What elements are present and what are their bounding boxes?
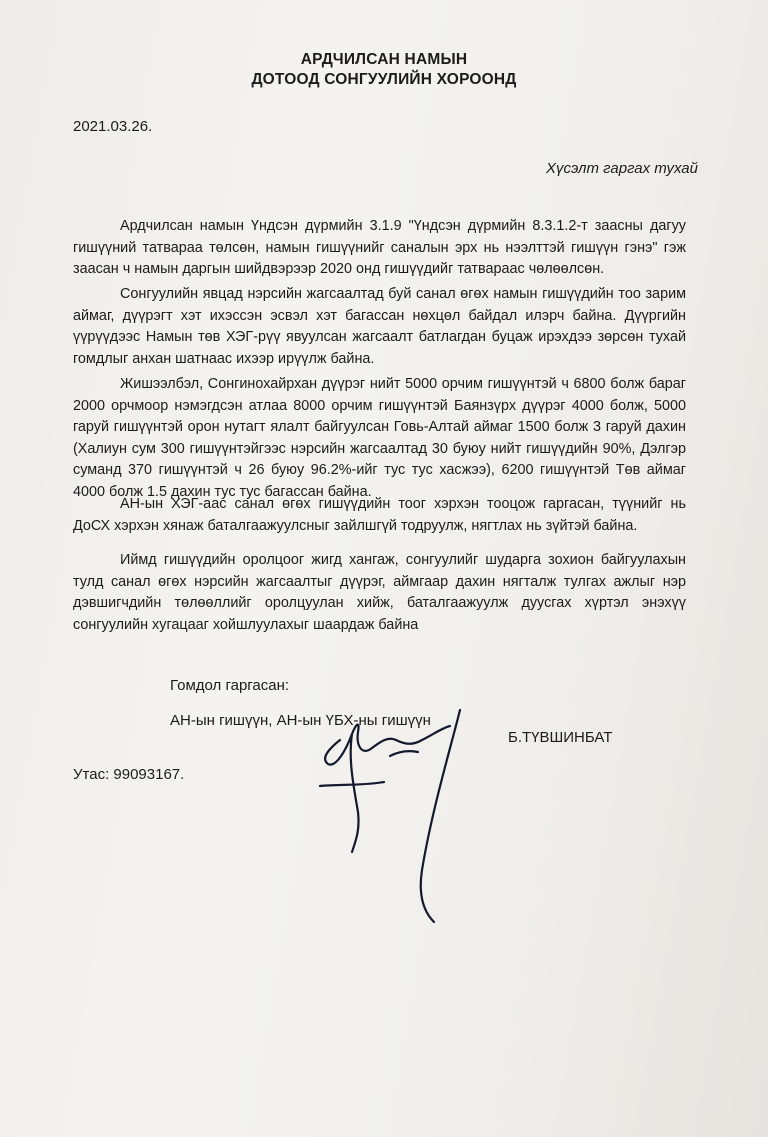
signer-name: Б.ТҮВШИНБАТ: [508, 729, 613, 746]
paragraph-5: Иймд гишүүдийн оролцоог жигд хангаж, сонгуулийг шударга зохион байгуулахын тулд санал өгөх нэрсийн жагсаалтыг дүүрэг, аймгаар дахин нягталж тулгах ажлыг нэр дэвшигчдийн төлөөллийг оролцуулан хийж, баталгаажуулж дуусгах хүртэл энэхүү сонгуулийн хугацааг хойшлуулахыг шаардаж байна: [73, 552, 686, 633]
paragraph-3: Жишээлбэл, Сонгинохайрхан дүүрэг нийт 5000 орчим гишүүнтэй ч 6800 болж бараг 2000 орчмоор нэмэгдсэн атлаа 8000 орчим гишүүнтэй Баянзүрх дүүрэг 4000 болж, 5000 гаруй гишүүнтэй орон нутагт ялалт байгуулсан Говь-Алтай аймаг 1500 болж 3 гаруй дахин (Халиун сум 300 гишүүнтэйгээс нэрсийн жагсаалтад 30 буюу нийт гишүүдийн 90%, Дэлгэр суманд 370 гишүүнтэй ч 26 буюу 96.2%-ийг тус тус хасжээ), 6200 гишүүнтэй Төв аймаг 4000 болж 1.5 дахин тус тус багассан байна.: [73, 376, 686, 500]
header-line-1: АРДЧИЛСАН НАМЫН: [300, 51, 468, 68]
document-date: 2021.03.26.: [73, 118, 153, 135]
paragraph-2: Сонгуулийн явцад нэрсийн жагсаалтад буй санал өгөх намын гишүүдийн тоо зарим аймаг, дүүрэгт хэт ихэссэн эсвэл хэт багассан нөхцөл байдал илэрч байна. Дүүргийн үүрүүдээс Намын төв ХЭГ-рүү явуулсан жагсаалт батлагдан буцаж ирэхдээ зөрсөн тухай гомдлыг анхан шатнаас ихээр ирүүлж байна.: [73, 286, 686, 367]
handwritten-signature: [300, 690, 500, 930]
paragraph-1: Ардчилсан намын Үндсэн дүрмийн 3.1.9 "Үндсэн дүрмийн 8.3.1.2-т заасны дагуу гишүүний татвараа төлсөн, намын гишүүнийг саналын эрх нь нээлттэй гишүүн гэнэ" гэж заасан ч намын даргын шийдвэрээр 2020 онд гишүүдийг татвараас чөлөөлсөн.: [73, 218, 686, 277]
signer-affiliation: АН-ын гишүүн, АН-ын ҮБХ-ны гишүүн: [170, 712, 431, 729]
header-line-2: ДОТООД СОНГУУЛИЙН ХОРООНД: [251, 71, 517, 88]
paragraph-4: АН-ын ХЭГ-аас санал өгөх гишүүдийн тоог хэрхэн тооцож гаргасан, түүнийг нь ДоСХ хэрхэн хянаж баталгаажуулсныг зайлшгүй тодруулж, нягтлах нь зүйтэй байна.: [73, 496, 686, 534]
document-subject: Хүсэлт гаргах тухай: [545, 160, 698, 177]
complaint-label: Гомдол гаргасан:: [170, 677, 290, 694]
phone-number: Утас: 99093167.: [73, 766, 185, 783]
